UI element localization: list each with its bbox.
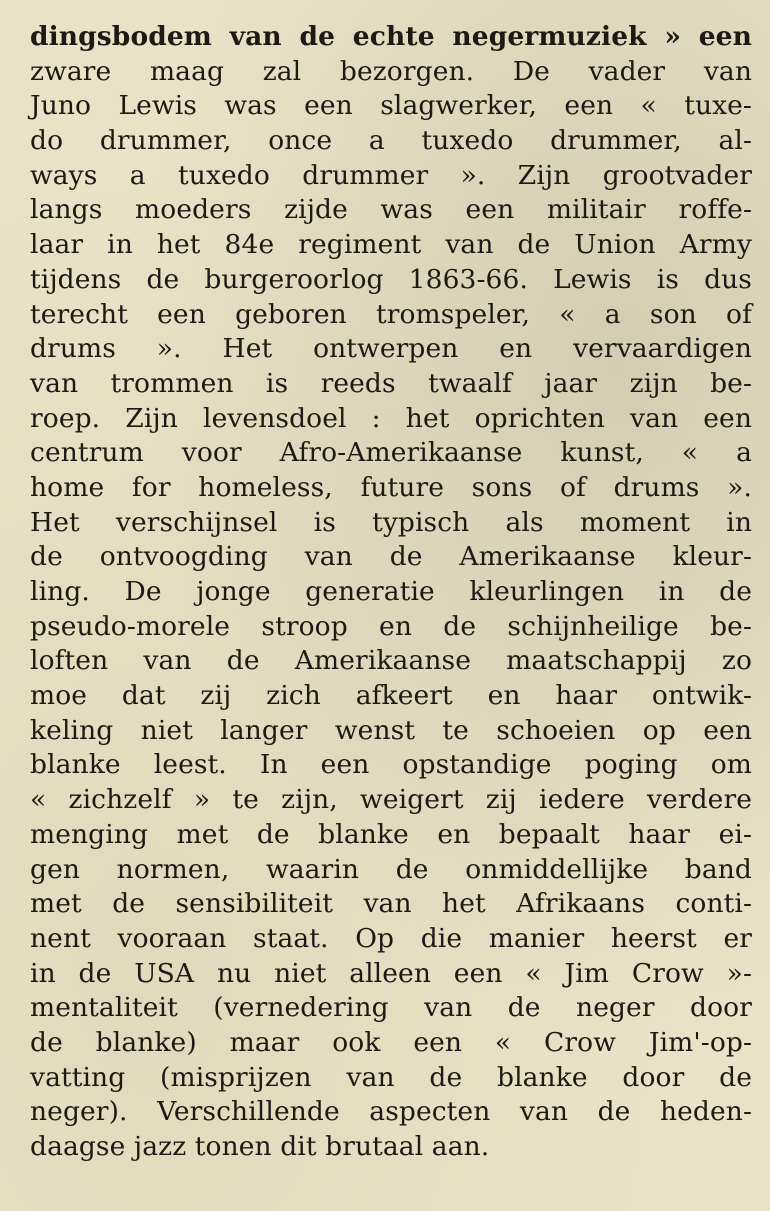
article-line: Juno Lewis was een slagwerker, een « tuxe-: [30, 90, 752, 122]
article-line: nent vooraan staat. Op die manier heerst er: [30, 922, 752, 954]
article-line: centrum voor Afro-Amerikaanse kunst, « a: [30, 437, 752, 469]
article-line: drums ». Het ontwerpen en vervaardigen: [30, 333, 752, 365]
article-line: mentaliteit (vernedering van de neger door: [30, 992, 752, 1024]
article-line: neger). Verschillende aspecten van de heden-: [30, 1096, 752, 1128]
article-line: terecht een geboren tromspeler, « a son of: [30, 298, 752, 330]
article-column: [30, 20, 752, 1165]
article-line: roep. Zijn levensdoel : het oprichten van een: [30, 402, 752, 434]
article-line: loften van de Amerikaanse maatschappij zo: [30, 645, 752, 677]
article-line: gen normen, waarin de onmiddellijke band: [30, 853, 752, 885]
article-line: van trommen is reeds twaalf jaar zijn be-: [30, 367, 752, 399]
article-line: menging met de blanke en bepaalt haar ei-: [30, 818, 752, 850]
article-line: pseudo-morele stroop en de schijnheilige be-: [30, 610, 752, 642]
article-line: de ontvoogding van de Amerikaanse kleur-: [30, 541, 752, 573]
article-line: home for homeless, future sons of drums ».: [30, 471, 752, 503]
article-line: Het verschijnsel is typisch als moment in: [30, 506, 752, 538]
article-line: in de USA nu niet alleen een « Jim Crow »-: [30, 957, 752, 989]
article-line: ways a tuxedo drummer ». Zijn grootvader: [30, 159, 752, 191]
article-line: moe dat zij zich afkeert en haar ontwik-: [30, 680, 752, 712]
article-line: tijdens de burgeroorlog 1863-66. Lewis is dus: [30, 263, 752, 295]
article-line: langs moeders zijde was een militair roffe-: [30, 194, 752, 226]
article-line: vatting (misprijzen van de blanke door de: [30, 1061, 752, 1093]
article-line: zware maag zal bezorgen. De vader van: [30, 55, 752, 87]
article-line: daagse jazz tonen dit brutaal aan.: [30, 1131, 490, 1162]
article-line: blanke leest. In een opstandige poging om: [30, 749, 752, 781]
article-line: met de sensibiliteit van het Afrikaans conti-: [30, 888, 752, 920]
article-line: ling. De jonge generatie kleurlingen in de: [30, 576, 752, 607]
article-line: de blanke) maar ook een « Crow Jim'-op-: [30, 1026, 752, 1058]
article-line: laar in het 84e regiment van de Union Army: [30, 229, 752, 261]
article-line: do drummer, once a tuxedo drummer, al-: [30, 125, 752, 157]
article-line: « zichzelf » te zijn, weigert zij iedere verdere: [30, 784, 752, 816]
article-line: keling niet langer wenst te schoeien op een: [30, 714, 752, 746]
article-line: dingsbodem van de echte negermuziek » een: [30, 21, 752, 52]
